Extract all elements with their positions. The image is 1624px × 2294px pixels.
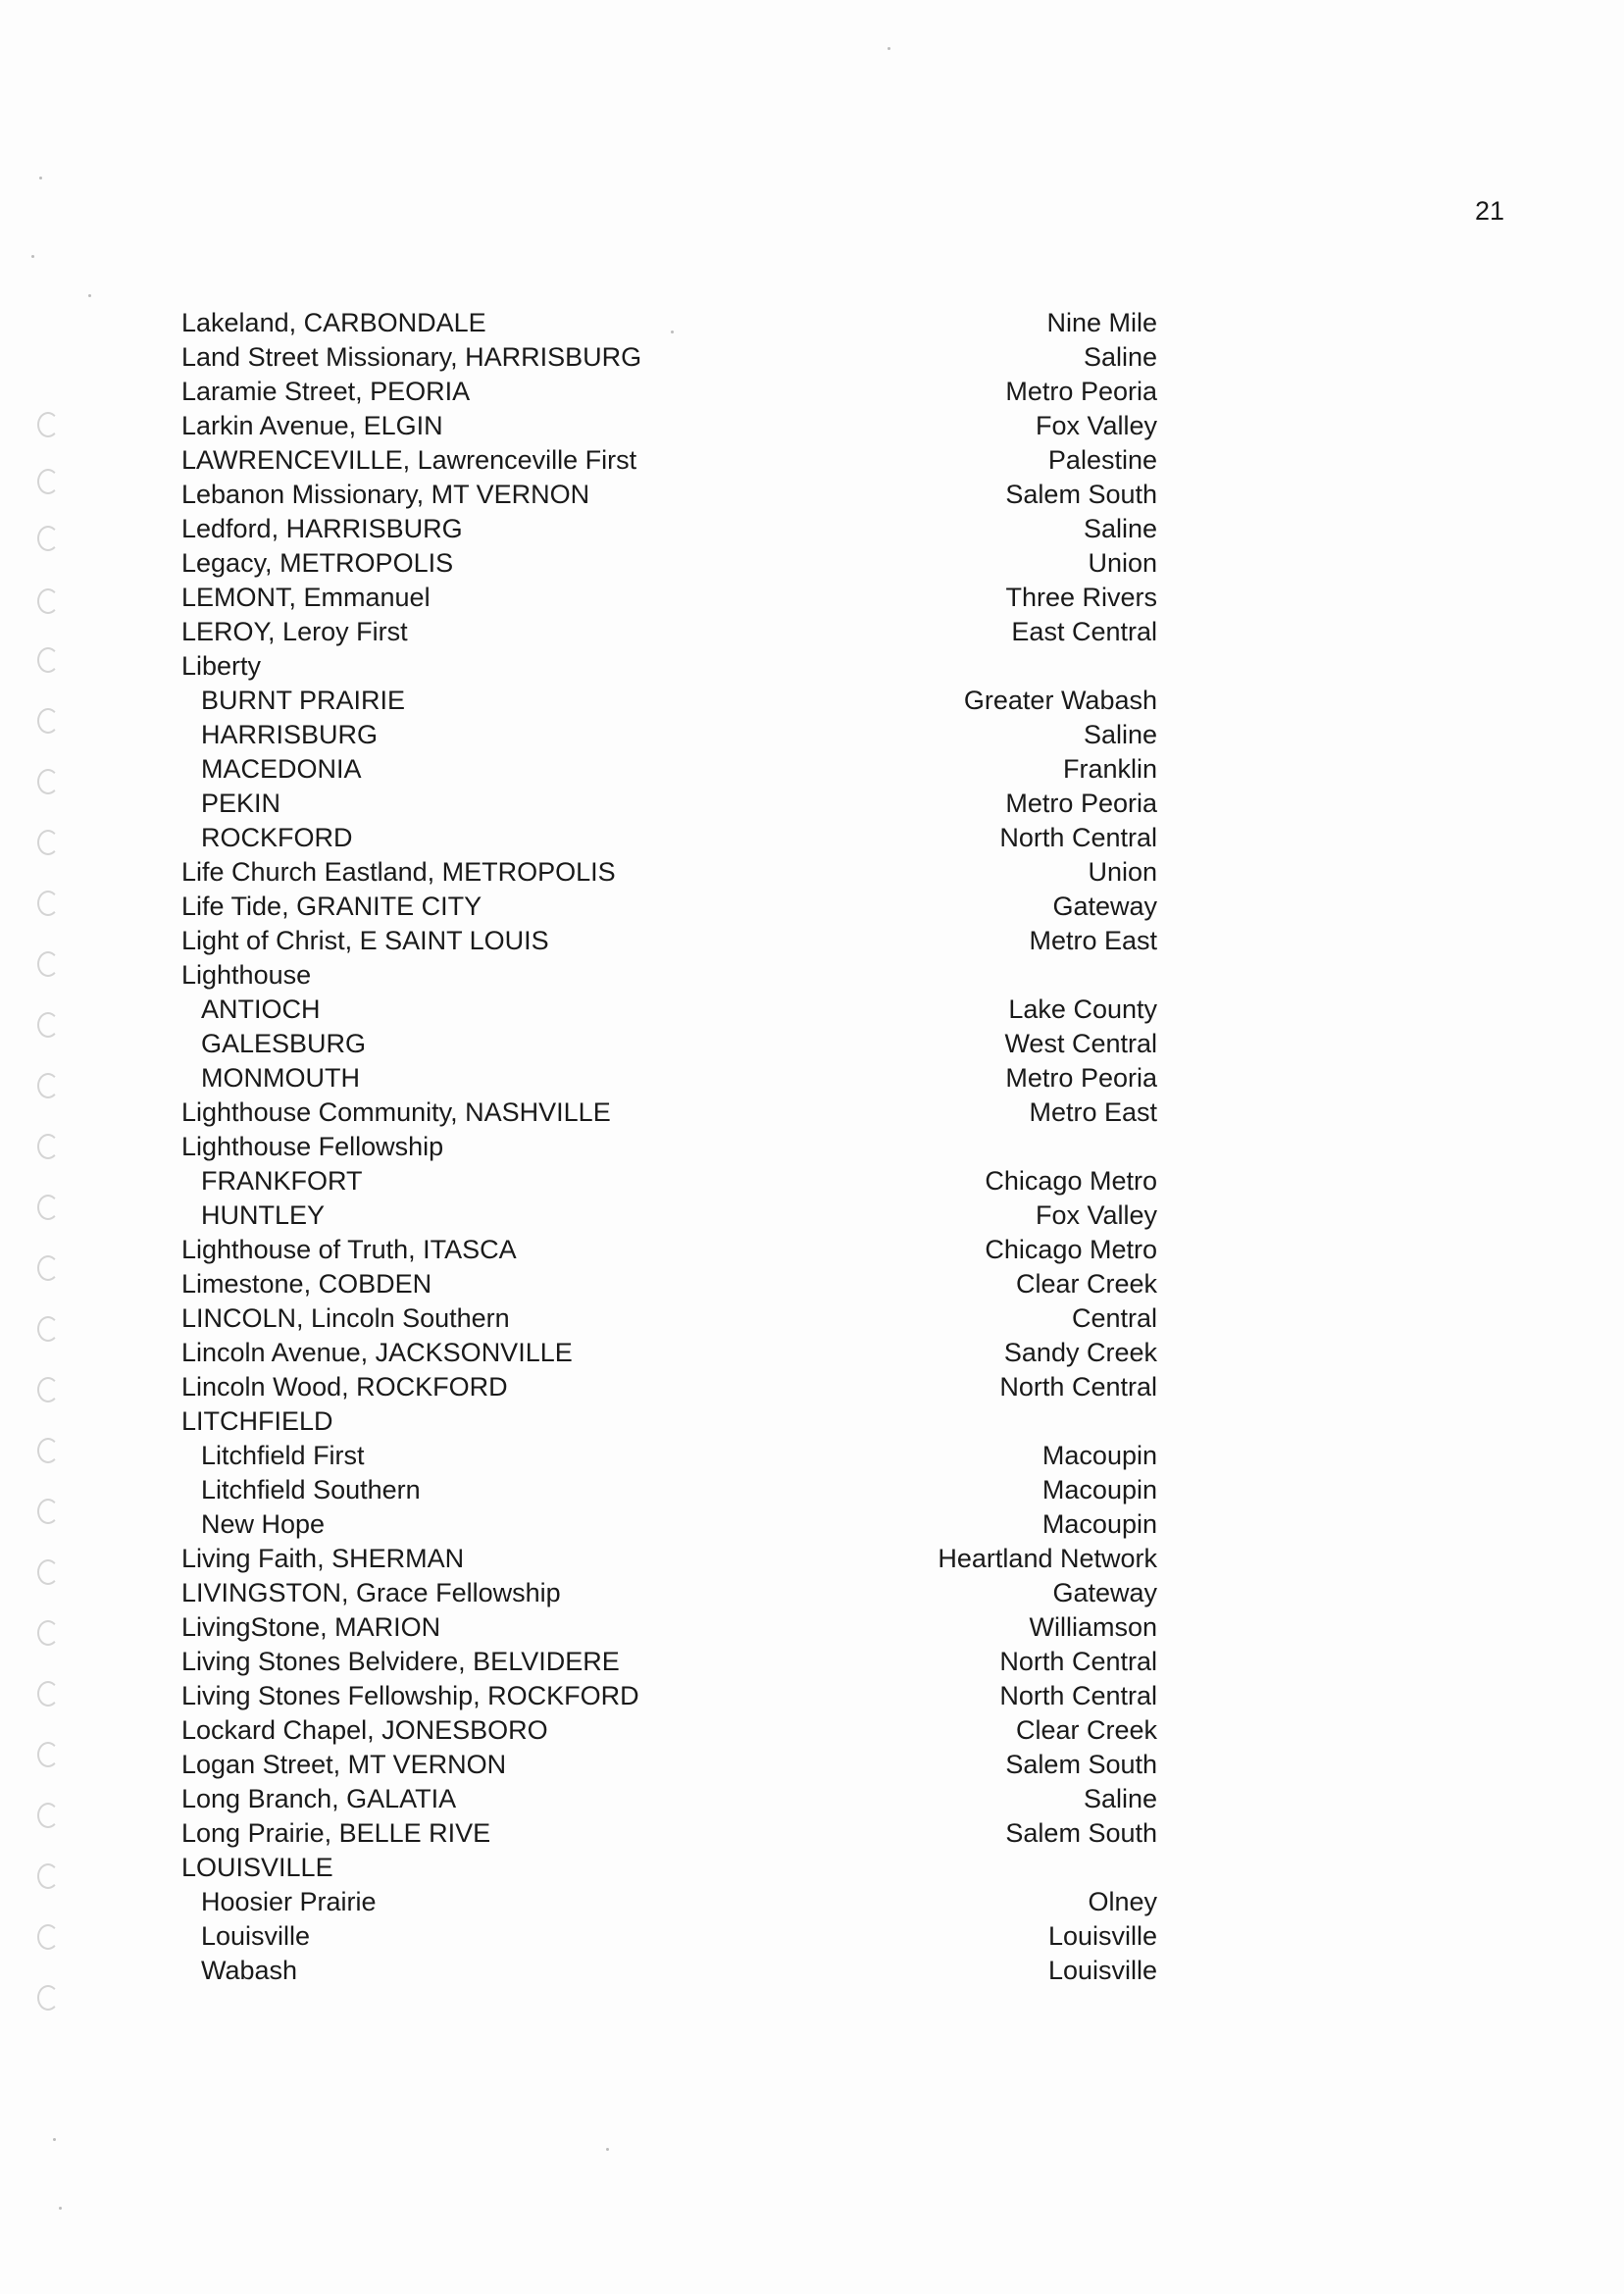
church-name: LINCOLN, Lincoln Southern bbox=[181, 1303, 510, 1333]
directory-row bbox=[0, 890, 1624, 924]
association-name: Nine Mile bbox=[1046, 308, 1157, 337]
association-name: Metro East bbox=[1029, 926, 1157, 955]
punch-hole bbox=[37, 1985, 59, 2011]
directory-row bbox=[0, 1748, 1624, 1782]
association-name: Salem South bbox=[1005, 1818, 1157, 1848]
association-name: Metro East bbox=[1029, 1097, 1157, 1127]
directory-row bbox=[0, 443, 1624, 478]
association-name: Saline bbox=[1083, 720, 1157, 749]
church-name: Lighthouse Community, NASHVILLE bbox=[181, 1097, 611, 1127]
association-name: Greater Wabash bbox=[963, 686, 1157, 715]
church-name: Lighthouse of Truth, ITASCA bbox=[181, 1235, 517, 1264]
church-name: Louisville bbox=[201, 1921, 311, 1951]
church-name: FRANKFORT bbox=[201, 1166, 363, 1196]
church-name: LEMONT, Emmanuel bbox=[181, 583, 431, 612]
directory-row bbox=[0, 1816, 1624, 1851]
directory-row bbox=[0, 615, 1624, 649]
directory-row bbox=[0, 821, 1624, 855]
directory-row bbox=[0, 375, 1624, 409]
church-name: ANTIOCH bbox=[201, 994, 321, 1024]
association-name: Three Rivers bbox=[1005, 583, 1157, 612]
scan-speck bbox=[59, 2207, 62, 2210]
directory-row bbox=[0, 649, 1624, 684]
scan-speck bbox=[606, 2148, 609, 2151]
church-name: HUNTLEY bbox=[201, 1200, 326, 1230]
association-name: Metro Peoria bbox=[1005, 377, 1157, 406]
association-name: Franklin bbox=[1062, 754, 1157, 784]
church-name: Wabash bbox=[201, 1956, 298, 1985]
church-name: Light of Christ, E SAINT LOUIS bbox=[181, 926, 549, 955]
directory-row bbox=[0, 787, 1624, 821]
association-name: Lake County bbox=[1008, 994, 1157, 1024]
association-name: Olney bbox=[1088, 1887, 1157, 1916]
association-name: Union bbox=[1088, 548, 1157, 578]
church-name: Logan Street, MT VERNON bbox=[181, 1750, 507, 1779]
church-name: Lincoln Wood, ROCKFORD bbox=[181, 1372, 508, 1402]
directory-row bbox=[0, 1301, 1624, 1336]
church-name: Lebanon Missionary, MT VERNON bbox=[181, 480, 590, 509]
church-name: Living Stones Belvidere, BELVIDERE bbox=[181, 1647, 620, 1676]
directory-row bbox=[0, 1885, 1624, 1919]
association-name: Macoupin bbox=[1041, 1509, 1157, 1539]
directory-row bbox=[0, 1439, 1624, 1473]
church-name: Lakeland, CARBONDALE bbox=[181, 308, 486, 337]
directory-row bbox=[0, 1336, 1624, 1370]
church-name: Ledford, HARRISBURG bbox=[181, 514, 463, 543]
association-name: Metro Peoria bbox=[1005, 789, 1157, 818]
directory-row bbox=[0, 1542, 1624, 1576]
association-name: North Central bbox=[999, 1372, 1157, 1402]
church-name: LivingStone, MARION bbox=[181, 1612, 441, 1642]
directory-row bbox=[0, 340, 1624, 375]
church-name: Life Tide, GRANITE CITY bbox=[181, 892, 482, 921]
directory-row bbox=[0, 1027, 1624, 1061]
scan-speck bbox=[888, 47, 890, 50]
church-name: BURNT PRAIRIE bbox=[201, 686, 406, 715]
association-name: Central bbox=[1071, 1303, 1157, 1333]
page-number: 21 bbox=[1474, 196, 1504, 226]
association-name: Gateway bbox=[1052, 892, 1157, 921]
association-name: West Central bbox=[1004, 1029, 1157, 1058]
association-name: Union bbox=[1088, 857, 1157, 887]
directory-row bbox=[0, 1473, 1624, 1507]
association-name: Salem South bbox=[1005, 1750, 1157, 1779]
association-name: Williamson bbox=[1029, 1612, 1157, 1642]
church-name: LIVINGSTON, Grace Fellowship bbox=[181, 1578, 561, 1607]
church-name: Hoosier Prairie bbox=[201, 1887, 377, 1916]
church-name: LOUISVILLE bbox=[181, 1853, 333, 1882]
association-name: Chicago Metro bbox=[985, 1235, 1157, 1264]
directory-row bbox=[0, 684, 1624, 718]
church-name: LAWRENCEVILLE, Lawrenceville First bbox=[181, 445, 637, 475]
scan-speck bbox=[31, 255, 34, 258]
directory-row bbox=[0, 924, 1624, 958]
association-name: Fox Valley bbox=[1035, 411, 1157, 440]
directory-row bbox=[0, 718, 1624, 752]
association-name: Clear Creek bbox=[1015, 1715, 1157, 1745]
directory-row bbox=[0, 1645, 1624, 1679]
directory-row bbox=[0, 546, 1624, 581]
association-name: Louisville bbox=[1047, 1921, 1157, 1951]
church-name: Long Branch, GALATIA bbox=[181, 1784, 457, 1813]
directory-row bbox=[0, 1404, 1624, 1439]
association-name: Saline bbox=[1083, 342, 1157, 372]
directory-row bbox=[0, 1233, 1624, 1267]
directory-row bbox=[0, 1679, 1624, 1713]
church-name: HARRISBURG bbox=[201, 720, 379, 749]
directory-row bbox=[0, 478, 1624, 512]
church-name: Long Prairie, BELLE RIVE bbox=[181, 1818, 491, 1848]
directory-row bbox=[0, 1267, 1624, 1301]
church-name: MACEDONIA bbox=[201, 754, 362, 784]
church-name: MONMOUTH bbox=[201, 1063, 360, 1093]
scan-speck bbox=[53, 2138, 56, 2141]
church-name: LITCHFIELD bbox=[181, 1406, 333, 1436]
church-name: Living Faith, SHERMAN bbox=[181, 1544, 465, 1573]
association-name: Heartland Network bbox=[938, 1544, 1157, 1573]
directory-row bbox=[0, 1713, 1624, 1748]
directory-row bbox=[0, 1130, 1624, 1164]
association-name: Gateway bbox=[1052, 1578, 1157, 1607]
church-name: PEKIN bbox=[201, 789, 281, 818]
church-name: Litchfield First bbox=[201, 1441, 365, 1470]
association-name: North Central bbox=[999, 1647, 1157, 1676]
church-name: Lockard Chapel, JONESBORO bbox=[181, 1715, 548, 1745]
association-name: Metro Peoria bbox=[1005, 1063, 1157, 1093]
church-name: Lighthouse Fellowship bbox=[181, 1132, 444, 1161]
directory-row bbox=[0, 855, 1624, 890]
association-name: Saline bbox=[1083, 514, 1157, 543]
directory-row bbox=[0, 1198, 1624, 1233]
association-name: Palestine bbox=[1047, 445, 1157, 475]
church-name: New Hope bbox=[201, 1509, 326, 1539]
church-name: Liberty bbox=[181, 651, 262, 681]
association-name: Macoupin bbox=[1041, 1475, 1157, 1504]
association-name: North Central bbox=[999, 1681, 1157, 1710]
directory-row bbox=[0, 1061, 1624, 1096]
scan-speck bbox=[39, 177, 42, 179]
directory-row bbox=[0, 1851, 1624, 1885]
association-name: Macoupin bbox=[1041, 1441, 1157, 1470]
church-name: Life Church Eastland, METROPOLIS bbox=[181, 857, 616, 887]
directory-row bbox=[0, 752, 1624, 787]
association-name: Fox Valley bbox=[1035, 1200, 1157, 1230]
association-name: East Central bbox=[1011, 617, 1157, 646]
directory-row bbox=[0, 993, 1624, 1027]
church-name: Living Stones Fellowship, ROCKFORD bbox=[181, 1681, 639, 1710]
church-name: Lincoln Avenue, JACKSONVILLE bbox=[181, 1338, 573, 1367]
directory-row bbox=[0, 1610, 1624, 1645]
association-name: Louisville bbox=[1047, 1956, 1157, 1985]
church-name: Legacy, METROPOLIS bbox=[181, 548, 454, 578]
directory-row bbox=[0, 409, 1624, 443]
association-name: North Central bbox=[999, 823, 1157, 852]
directory-row bbox=[0, 958, 1624, 993]
church-name: GALESBURG bbox=[201, 1029, 367, 1058]
church-name: Litchfield Southern bbox=[201, 1475, 421, 1504]
association-name: Clear Creek bbox=[1015, 1269, 1157, 1299]
church-name: LEROY, Leroy First bbox=[181, 617, 408, 646]
scan-speck bbox=[88, 294, 91, 297]
directory-row bbox=[0, 1507, 1624, 1542]
directory-row bbox=[0, 1782, 1624, 1816]
association-name: Saline bbox=[1083, 1784, 1157, 1813]
directory-row bbox=[0, 581, 1624, 615]
association-name: Sandy Creek bbox=[1003, 1338, 1157, 1367]
directory-row bbox=[0, 306, 1624, 340]
church-name: Lighthouse bbox=[181, 960, 312, 990]
directory-row bbox=[0, 512, 1624, 546]
church-directory-list bbox=[0, 306, 1624, 1988]
directory-row bbox=[0, 1954, 1624, 1988]
directory-row bbox=[0, 1164, 1624, 1198]
church-name: Land Street Missionary, HARRISBURG bbox=[181, 342, 642, 372]
church-name: Larkin Avenue, ELGIN bbox=[181, 411, 443, 440]
church-name: Laramie Street, PEORIA bbox=[181, 377, 471, 406]
association-name: Salem South bbox=[1005, 480, 1157, 509]
association-name: Chicago Metro bbox=[985, 1166, 1157, 1196]
directory-row bbox=[0, 1370, 1624, 1404]
directory-row bbox=[0, 1576, 1624, 1610]
church-name: ROCKFORD bbox=[201, 823, 353, 852]
church-name: Limestone, COBDEN bbox=[181, 1269, 432, 1299]
directory-row bbox=[0, 1919, 1624, 1954]
directory-row bbox=[0, 1096, 1624, 1130]
